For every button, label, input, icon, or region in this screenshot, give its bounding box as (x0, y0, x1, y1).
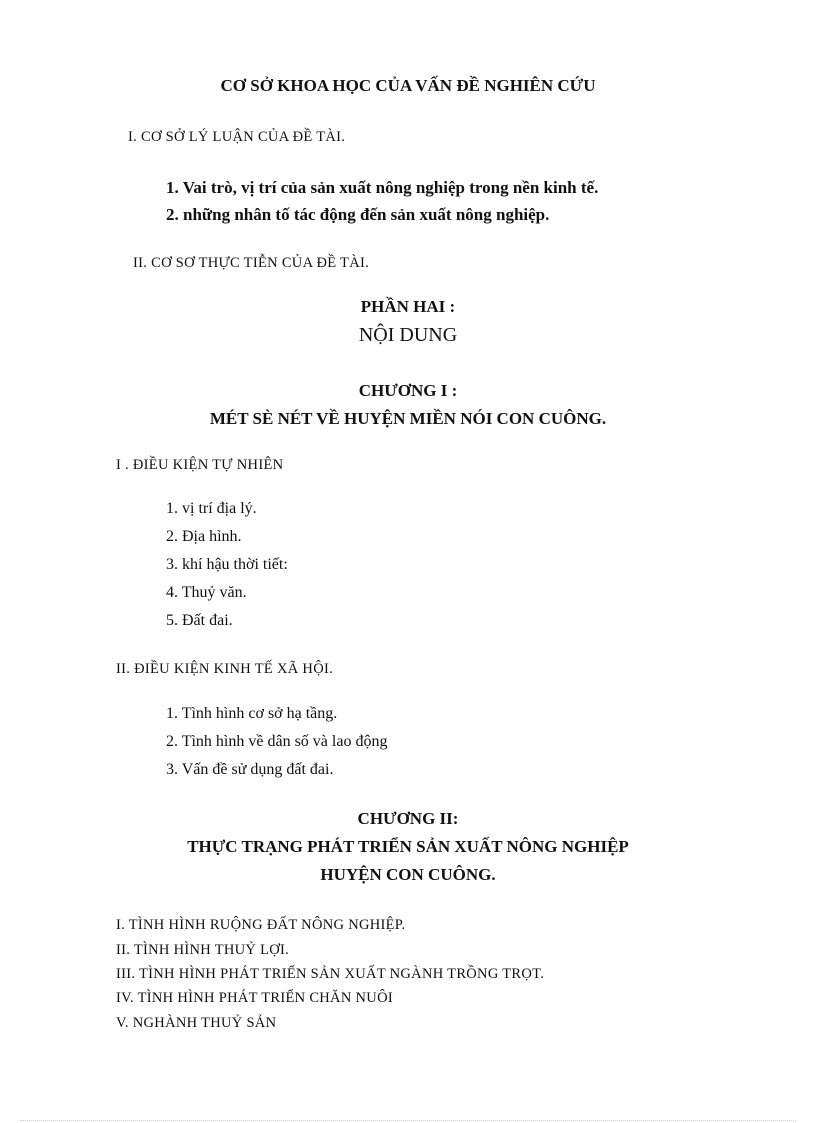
basis-item-2: 2. những nhân tố tác động đến sản xuất nông nghiệp. (166, 205, 550, 224)
list-item: 2. Tình hình về dân số và lao động (166, 733, 388, 750)
chapter2-section: IV. TÌNH HÌNH PHÁT TRIỂN CHĂN NUÔI (116, 990, 393, 1006)
chapter2-section: V. NGHÀNH THUỶ SẢN (116, 1015, 277, 1031)
chapter2-section: II. TÌNH HÌNH THUỶ LỢI. (116, 942, 290, 958)
chapter1-heading: CHƯƠNG I : (358, 381, 458, 400)
basis-section-2: II. CƠ SƠ THỰC TIỄN CỦA ĐỀ TÀI. (133, 255, 370, 271)
chapter1-section-2: II. ĐIỀU KIỆN KINH TẾ XÃ HỘI. (116, 661, 334, 677)
part-heading: PHẦN HAI : (360, 297, 456, 316)
chapter2-title-line-1: THỰC TRẠNG PHÁT TRIỂN SẢN XUẤT NÔNG NGHIỆP (187, 837, 629, 856)
part-title: NỘI DUNG (358, 324, 458, 346)
list-item: 3. khí hậu thời tiết: (166, 556, 288, 573)
main-title: CƠ SỞ KHOA HỌC CỦA VẤN ĐỀ NGHIÊN CỨU (220, 76, 596, 95)
chapter1-title: MÉT SÈ NÉT VỀ HUYỆN MIỀN NÓI CON CUÔNG. (209, 409, 607, 428)
list-item: 4. Thuỷ văn. (166, 584, 247, 601)
list-item: 3. Vấn đề sử dụng đất đai. (166, 761, 334, 778)
list-item: 2. Địa hình. (166, 528, 242, 545)
chapter2-heading: CHƯƠNG II: (357, 809, 459, 828)
chapter2-title-line-2: HUYỆN CON CUÔNG. (320, 865, 496, 884)
page-bottom-divider (20, 1120, 796, 1121)
basis-section-1: I. CƠ SỞ LÝ LUẬN CỦA ĐỀ TÀI. (128, 129, 346, 145)
list-item: 5. Đất đai. (166, 612, 233, 629)
basis-item-1: 1. Vai trò, vị trí của sản xuất nông nghiệp trong nền kinh tế. (166, 178, 599, 197)
list-item: 1. Tình hình cơ sở hạ tầng. (166, 705, 338, 722)
chapter2-section: III. TÌNH HÌNH PHÁT TRIỂN SẢN XUẤT NGÀNH TRỒNG TRỌT. (116, 966, 545, 982)
list-item: 1. vị trí địa lý. (166, 500, 257, 517)
chapter1-section-1: I . ĐIỀU KIỆN TỰ NHIÊN (116, 457, 284, 473)
chapter2-section: I. TÌNH HÌNH RUỘNG ĐẤT NÔNG NGHIỆP. (116, 917, 406, 933)
